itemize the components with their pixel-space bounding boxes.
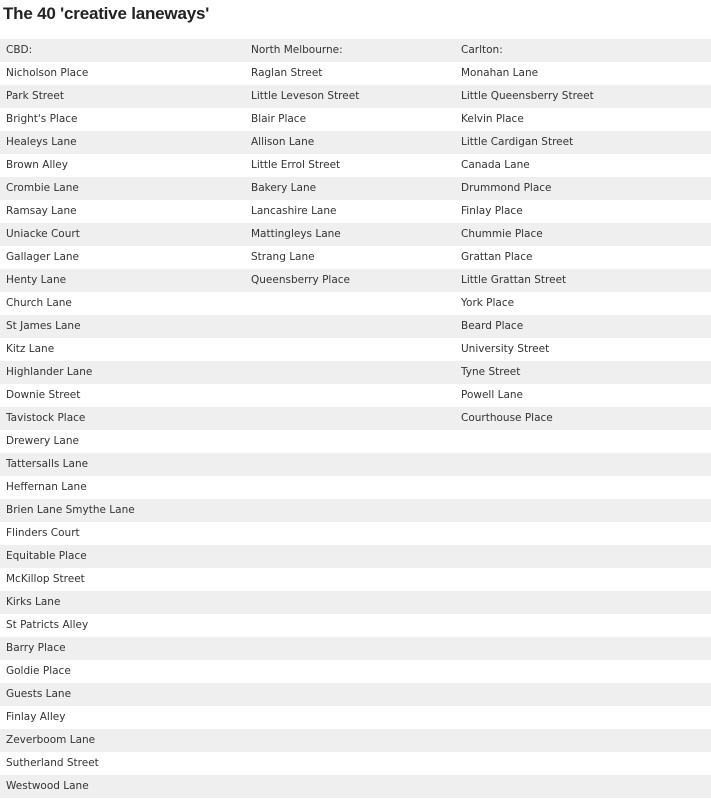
table-row: [0, 614, 711, 637]
table-row: [0, 430, 711, 453]
table-row: [0, 752, 711, 775]
table-row: [0, 775, 711, 798]
table-body: [0, 39, 711, 798]
table-row: [0, 522, 711, 545]
north-melbourne-cell: [245, 522, 455, 545]
carlton-cell: [455, 430, 711, 453]
cbd-cell: Gallager Lane: [6, 251, 80, 263]
north-melbourne-cell: [245, 706, 455, 729]
carlton-cell: [455, 660, 711, 683]
carlton-cell: Powell Lane: [461, 389, 524, 401]
table-row: [0, 338, 711, 361]
carlton-cell: [455, 522, 711, 545]
table-row: [0, 384, 711, 407]
table-row: [0, 154, 711, 177]
carlton-cell: Courthouse Place: [461, 412, 553, 424]
carlton-cell: [455, 614, 711, 637]
carlton-cell: [455, 453, 711, 476]
north-melbourne-cell: Lancashire Lane: [251, 205, 337, 217]
table-row: [0, 269, 711, 292]
cbd-cell: Tattersalls Lane: [6, 458, 89, 470]
carlton-cell: Canada Lane: [461, 159, 530, 171]
carlton-cell: Little Cardigan Street: [461, 136, 574, 148]
north-melbourne-cell: Bakery Lane: [251, 182, 317, 194]
cbd-cell: St Patricts Alley: [6, 619, 89, 631]
north-melbourne-cell: [245, 660, 455, 683]
table-row: [0, 568, 711, 591]
cbd-cell: McKillop Street: [6, 573, 85, 585]
north-melbourne-cell: [245, 384, 455, 407]
north-melbourne-cell: [245, 315, 455, 338]
north-melbourne-cell: Strang Lane: [251, 251, 315, 263]
north-melbourne-cell: [245, 775, 455, 798]
north-melbourne-cell: Little Errol Street: [251, 159, 341, 171]
carlton-cell: Finlay Place: [461, 205, 523, 217]
table-row: [0, 683, 711, 706]
table-row: [0, 200, 711, 223]
north-melbourne-cell: [245, 453, 455, 476]
table-row: [0, 637, 711, 660]
table-row: [0, 315, 711, 338]
north-melbourne-cell: Blair Place: [251, 113, 307, 125]
carlton-cell: [455, 706, 711, 729]
carlton-cell: [455, 752, 711, 775]
carlton-cell: Tyne Street: [461, 366, 521, 378]
north-melbourne-cell: Little Leveson Street: [251, 90, 360, 102]
cbd-cell: Crombie Lane: [6, 182, 79, 194]
cbd-cell: Heffernan Lane: [6, 481, 87, 493]
north-melbourne-cell: [245, 476, 455, 499]
carlton-cell: Little Queensberry Street: [461, 90, 594, 102]
carlton-cell: Monahan Lane: [461, 67, 539, 79]
carlton-cell: [455, 729, 711, 752]
north-melbourne-cell: [245, 752, 455, 775]
cbd-cell: Church Lane: [6, 297, 72, 309]
cbd-cell: Goldie Place: [6, 665, 71, 677]
carlton-cell: [455, 637, 711, 660]
cbd-cell: Flinders Court: [6, 527, 80, 539]
carlton-cell: [455, 568, 711, 591]
table-row: [0, 131, 711, 154]
carlton-cell: Kelvin Place: [461, 113, 524, 125]
cbd-cell: Healeys Lane: [6, 136, 77, 148]
cbd-cell: Highlander Lane: [6, 366, 93, 378]
cbd-cell: Brien Lane Smythe Lane: [6, 504, 135, 516]
cbd-cell: Zeverboom Lane: [6, 734, 96, 746]
table-row: [0, 499, 711, 522]
table-row: [0, 177, 711, 200]
cbd-cell: Equitable Place: [6, 550, 87, 562]
cbd-cell: Park Street: [6, 90, 64, 102]
table-row: [0, 223, 711, 246]
cbd-cell: Henty Lane: [6, 274, 67, 286]
cbd-cell: Finlay Alley: [6, 711, 66, 723]
table-row: [0, 660, 711, 683]
table-row: [0, 706, 711, 729]
carlton-cell: York Place: [461, 297, 515, 309]
column-header-north-melbourne: North Melbourne:: [251, 44, 343, 56]
table-row: [0, 292, 711, 315]
carlton-cell: [455, 499, 711, 522]
table-row: [0, 729, 711, 752]
north-melbourne-cell: [245, 591, 455, 614]
cbd-cell: Bright's Place: [6, 113, 78, 125]
north-melbourne-cell: Raglan Street: [251, 67, 323, 79]
cbd-cell: Nicholson Place: [6, 67, 89, 79]
cbd-cell: Sutherland Street: [6, 757, 99, 769]
cbd-cell: Ramsay Lane: [6, 205, 77, 217]
north-melbourne-cell: [245, 499, 455, 522]
table-row: [0, 591, 711, 614]
cbd-cell: Downie Street: [6, 389, 81, 401]
carlton-cell: Beard Place: [461, 320, 524, 332]
north-melbourne-cell: Mattingleys Lane: [251, 228, 341, 240]
cbd-cell: Kirks Lane: [6, 596, 61, 608]
carlton-cell: University Street: [461, 343, 550, 355]
table-row: [0, 407, 711, 430]
north-melbourne-cell: [245, 545, 455, 568]
carlton-cell: [455, 545, 711, 568]
page-title: The 40 'creative laneways': [3, 4, 210, 23]
table-row: [0, 85, 711, 108]
table-header-row: [0, 39, 711, 62]
table-row: [0, 108, 711, 131]
cbd-cell: Westwood Lane: [6, 780, 89, 792]
north-melbourne-cell: Allison Lane: [251, 136, 315, 148]
carlton-cell: [455, 476, 711, 499]
north-melbourne-cell: [245, 292, 455, 315]
north-melbourne-cell: Queensberry Place: [251, 274, 351, 286]
column-header-carlton: Carlton:: [461, 44, 503, 56]
carlton-cell: [455, 775, 711, 798]
carlton-cell: [455, 683, 711, 706]
north-melbourne-cell: [245, 407, 455, 430]
cbd-cell: Drewery Lane: [6, 435, 79, 447]
table-row: [0, 476, 711, 499]
cbd-cell: Guests Lane: [6, 688, 72, 700]
cbd-cell: Barry Place: [6, 642, 66, 654]
cbd-cell: Tavistock Place: [6, 412, 86, 424]
cbd-cell: Uniacke Court: [6, 228, 80, 240]
north-melbourne-cell: [245, 637, 455, 660]
carlton-cell: Grattan Place: [461, 251, 533, 263]
north-melbourne-cell: [245, 614, 455, 637]
table-row: [0, 453, 711, 476]
column-header-cbd: CBD:: [6, 44, 33, 56]
table-row: [0, 361, 711, 384]
carlton-cell: Little Grattan Street: [461, 274, 567, 286]
cbd-cell: Kitz Lane: [6, 343, 55, 355]
carlton-cell: [455, 591, 711, 614]
north-melbourne-cell: [245, 430, 455, 453]
cbd-cell: St James Lane: [6, 320, 81, 332]
carlton-cell: Drummond Place: [461, 182, 552, 194]
north-melbourne-cell: [245, 338, 455, 361]
cbd-cell: Brown Alley: [6, 159, 68, 171]
table-row: [0, 62, 711, 85]
table-row: [0, 246, 711, 269]
north-melbourne-cell: [245, 361, 455, 384]
carlton-cell: Chummie Place: [461, 228, 543, 240]
table-row: [0, 545, 711, 568]
laneways-table: [0, 39, 711, 798]
north-melbourne-cell: [245, 683, 455, 706]
north-melbourne-cell: [245, 568, 455, 591]
north-melbourne-cell: [245, 729, 455, 752]
